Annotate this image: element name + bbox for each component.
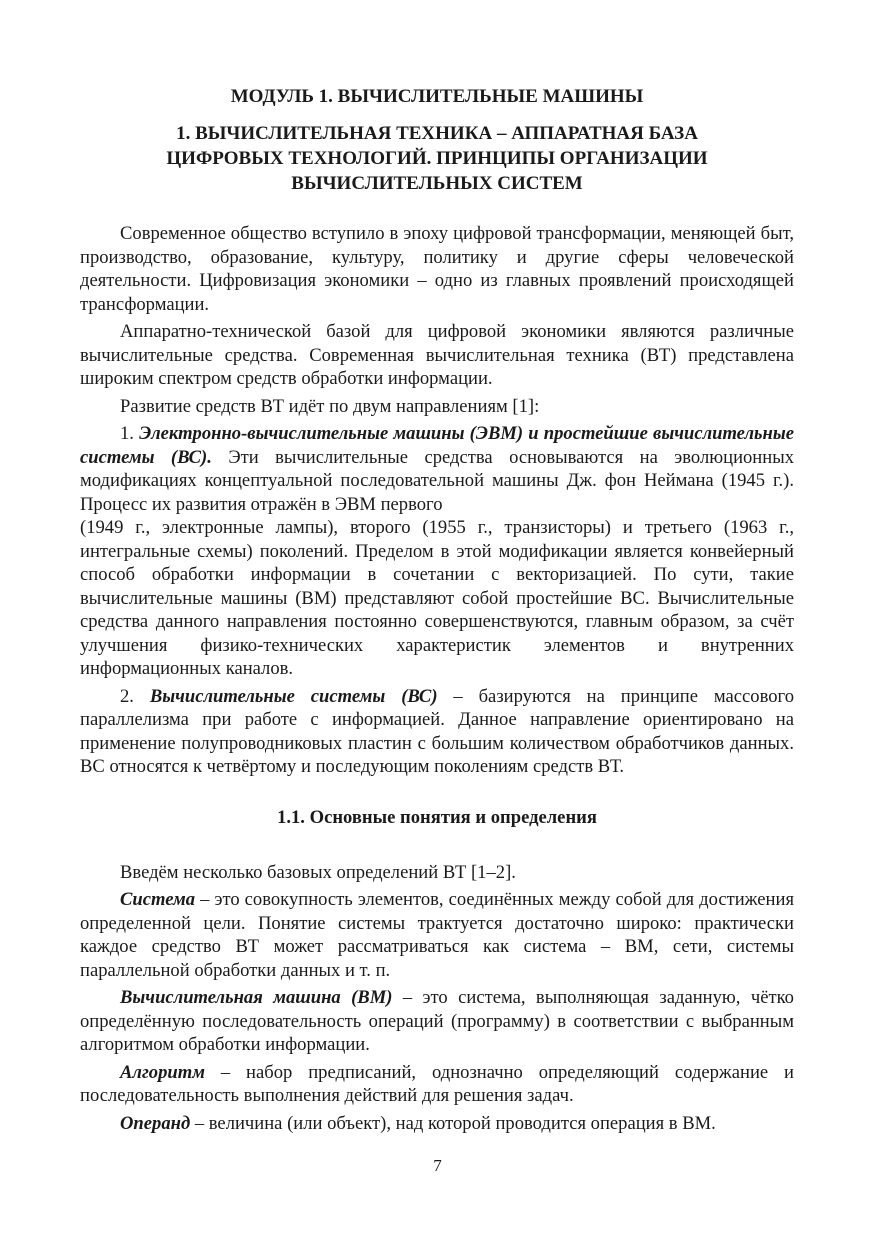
direction-1-text: Эти вычислительные средства основываются на эволюционных модификациях концептуальной последовательной машины Дж. фон Неймана (1945 г.). Процесс их развития отражён в ЭВМ первого [80, 446, 795, 515]
definition-term: Вычислительная машина (ВМ) [120, 987, 393, 1008]
direction-1-term: Электронно-вычислительные машины (ЭВМ) и простейшие вычислительные системы (ВС). [80, 423, 794, 468]
definition-term: Система [120, 889, 196, 910]
intro-paragraph: Аппаратно-технической базой для цифровой экономики являются различные вычислительные средства. Современная вычислительная техника (ВТ) представлена широким спектром средств обработки информации. [80, 321, 794, 389]
definition-text: – величина (или объект), над которой проводится операция в ВМ. [190, 1112, 716, 1134]
definition-computer [80, 986, 794, 1057]
document-page [80, 86, 794, 1139]
page-number: 7 [433, 1156, 442, 1175]
direction-2-paragraph [80, 685, 794, 779]
definitions-intro: Введём несколько базовых определений ВТ [1–2]. [120, 861, 516, 883]
intro-paragraph: Современное общество вступило в эпоху цифровой трансформации, меняющей быт, производство, образование, культуру, политику и другие сферы человеческой деятельности. Цифровизация экономики – одно из главных проявлений происходящей трансформации. [80, 223, 794, 315]
definition-text: – это совокупность элементов, соединённых между собой для достижения определенной цели. Понятие системы трактуется достаточно широко: практически каждое средство ВТ может рассматриваться как система – ВМ, сети, системы параллельной обработки данных и т. п. [80, 889, 794, 981]
chapter-title [80, 121, 794, 196]
direction-number: 2. [120, 685, 150, 707]
chapter-title-line: 1. ВЫЧИСЛИТЕЛЬНАЯ ТЕХНИКА – АППАРАТНАЯ БАЗА [176, 123, 698, 144]
chapter-title-line: ВЫЧИСЛИТЕЛЬНЫХ СИСТЕМ [291, 173, 583, 194]
direction-number: 1. [120, 423, 140, 444]
definitions-body [80, 861, 794, 1136]
direction-2-text: – базируются на принципе массового параллелизма при работе с информацией. Данное направление ориентировано на применение полупроводниковых пластин с большим количеством обработчиков данных. ВС относятся к четвёртому и последующим поколениям средств ВТ. [80, 685, 795, 777]
definition-text: – набор предписаний, однозначно определяющий содержание и последовательность выполнения действий для решения задач. [80, 1061, 794, 1106]
direction-1-paragraph [80, 422, 794, 516]
definition-algorithm [80, 1061, 794, 1108]
definition-system [80, 888, 794, 982]
direction-1-continuation: (1949 г., электронные лампы), второго (1955 г., транзисторы) и третьего (1963 г., интегральные схемы) поколений. Пределом в этой модификации является конвейерный способ обработки информации в сочетании с векторизацией. По сути, такие вычислительные машины (ВМ) представляют собой простейшие ВС. Вычислительные средства данного направления постоянно совершенствуются, главным образом, за счёт улучшения физико-технических характеристик элементов и внутренних информационных каналов. [80, 517, 794, 679]
module-title: МОДУЛЬ 1. ВЫЧИСЛИТЕЛЬНЫЕ МАШИНЫ [230, 86, 644, 107]
intro-paragraph: Развитие средств ВТ идёт по двум направлениям [1]: [120, 395, 540, 417]
chapter-title-line: ЦИФРОВЫХ ТЕХНОЛОГИЙ. ПРИНЦИПЫ ОРГАНИЗАЦИИ [166, 148, 708, 169]
definition-operand [80, 1112, 794, 1136]
section-title: 1.1. Основные понятия и определения [277, 806, 597, 828]
direction-2-term: Вычислительные системы (ВС) [149, 685, 438, 707]
definition-term: Алгоритм [120, 1061, 205, 1083]
intro-body [80, 222, 794, 779]
definition-text: – это система, выполняющая заданную, чётко определённую последовательность операций (программу) в соответствии с выбранным алгоритмом обработки информации. [80, 987, 794, 1055]
definition-term: Операнд [120, 1112, 191, 1134]
